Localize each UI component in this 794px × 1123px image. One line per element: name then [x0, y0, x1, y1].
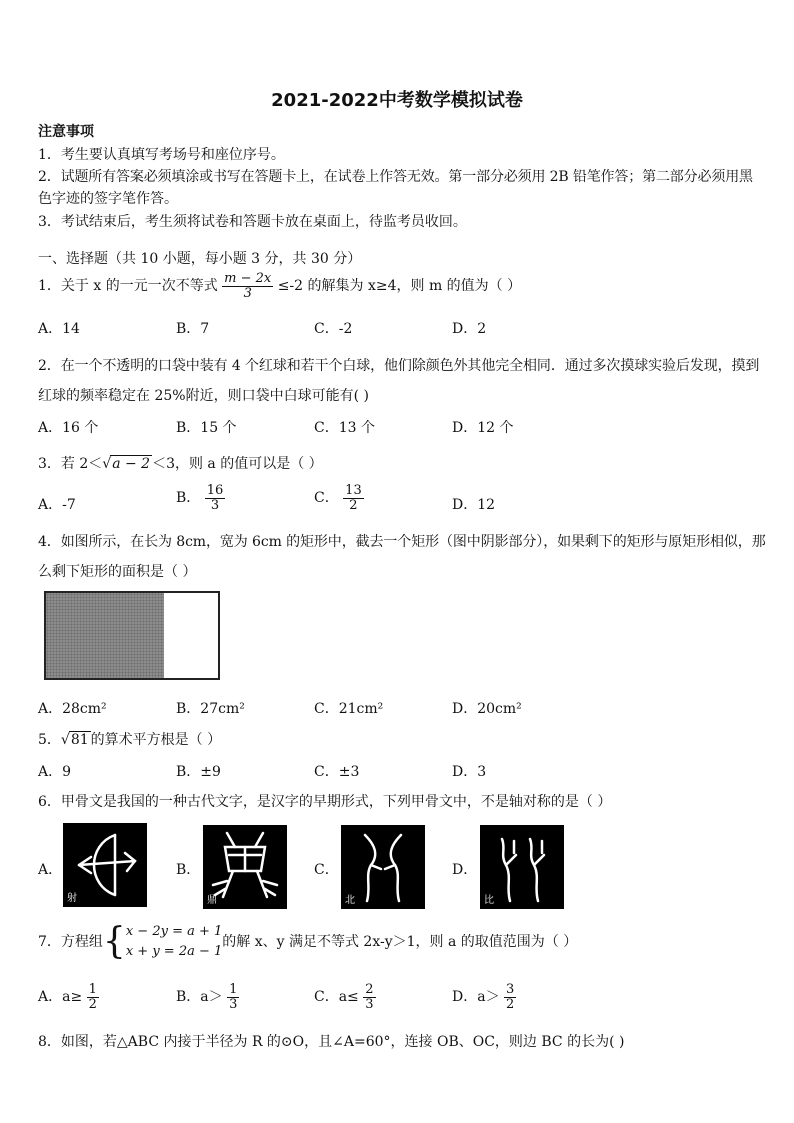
q7-option-a-label: A．a≥	[38, 989, 83, 1006]
q7-option-c-numerator: 2	[365, 982, 374, 997]
q1-option-b: B．7	[176, 321, 210, 337]
sqrt-symbol: √	[60, 732, 70, 748]
notice-item: 3．考试结束后，考生须将试卷和答题卡放在桌面上，待监考员收回。	[38, 214, 467, 230]
q7-option-b-denominator: 3	[229, 996, 238, 1012]
oracle-bone-ding-image	[203, 825, 287, 909]
q6-option-c-label: C．	[314, 862, 339, 878]
q7-option-d-denominator: 2	[506, 996, 515, 1012]
q3-option-c	[314, 484, 364, 512]
q3-radicand: a − 2	[112, 456, 151, 472]
q5-option-a: A．9	[38, 764, 72, 780]
q2-stem-line2: 红球的频率稳定在 25%附近，则口袋中白球可能有( )	[38, 388, 369, 404]
q7-option-b-fraction	[227, 983, 239, 1011]
left-brace-icon: {	[102, 921, 126, 962]
q7-option-b-label: B．a＞	[176, 989, 223, 1006]
q3-stem-post: ＜3，则 a 的值可以是（ ）	[152, 456, 323, 472]
q1-numerator: m − 2x	[224, 271, 272, 286]
q2-option-d: D．12 个	[452, 420, 514, 436]
q5-radicand: 81	[70, 732, 89, 748]
q3-option-c-numerator: 13	[345, 483, 362, 498]
q4-option-c: C．21cm²	[314, 701, 384, 717]
q7-option-a-numerator: 1	[88, 982, 97, 997]
q4-option-a: A．28cm²	[38, 701, 107, 717]
q7-equation-system	[126, 922, 222, 962]
q2-option-b: B．15 个	[176, 420, 237, 436]
q1-fraction	[222, 272, 273, 300]
q4-option-b: B．27cm²	[176, 701, 245, 717]
shaded-rectangle	[44, 591, 166, 680]
q2-stem-line1: 2．在一个不透明的口袋中装有 4 个红球和若干个白球，他们除颜色外其他完全相同．通过多次摸球实验后发现，摸到	[38, 358, 760, 374]
q7-option-b	[176, 983, 239, 1011]
q3-option-b	[176, 484, 225, 512]
q1-option-d: D．2	[452, 321, 487, 337]
q6-stem: 6．甲骨文是我国的一种古代文字，是汉字的早期形式，下列甲骨文中，不是轴对称的是（ ）	[38, 794, 612, 810]
q7-option-d	[452, 983, 516, 1011]
q3-option-c-label: C．	[314, 490, 339, 507]
q5-stem-pre: 5．	[38, 732, 61, 748]
oracle-caption: 鼎	[207, 895, 217, 906]
q3-option-c-fraction	[343, 484, 364, 512]
q5-option-b: B．±9	[176, 764, 221, 780]
q3-option-b-fraction	[205, 484, 226, 512]
oracle-caption: 北	[345, 895, 355, 906]
q3-option-b-denominator: 3	[210, 497, 220, 513]
q7-option-a-fraction	[87, 983, 99, 1011]
q3-option-a: A．-7	[38, 497, 76, 513]
q7-option-a-denominator: 2	[88, 996, 97, 1012]
remaining-rectangle	[164, 591, 220, 680]
q3-option-b-label: B．	[176, 490, 201, 507]
q7-option-c	[314, 983, 376, 1011]
q5-stem-post: 的算术平方根是（ ）	[90, 732, 222, 748]
notice-item: 1．考生要认真填写考场号和座位序号。	[38, 147, 285, 163]
q7-option-d-label: D．a＞	[452, 989, 500, 1006]
notice-item: 2．试题所有答案必须填涂或书写在答题卡上，在试卷上作答无效。第一部分必须用 2B 铅笔作答；第二部分必须用黑	[38, 169, 753, 185]
question-7	[38, 922, 577, 962]
question-1	[38, 272, 521, 300]
q3-stem-pre: 3．若 2＜	[38, 456, 103, 472]
q2-option-a: A．16 个	[38, 420, 99, 436]
oracle-bone-she-image	[63, 823, 147, 907]
q5-option-c: C．±3	[314, 764, 360, 780]
q5-option-d: D．3	[452, 764, 487, 780]
q7-option-b-numerator: 1	[229, 982, 238, 997]
q7-equation-1: x − 2y = a + 1	[125, 924, 223, 939]
q7-option-c-fraction	[363, 983, 375, 1011]
q6-option-a-label: A．	[38, 862, 63, 878]
q4-stem-line1: 4．如图所示，在长为 8cm，宽为 6cm 的矩形中，截去一个矩形（图中阴影部分），如果剩下的矩形与原矩形相似，那	[38, 534, 766, 550]
q1-stem-post: ≤-2 的解集为 x≥4，则 m 的值为（ ）	[277, 278, 522, 295]
q1-denominator: 3	[243, 285, 252, 301]
oracle-bone-bei-image	[341, 825, 425, 909]
q3-option-d: D．12	[452, 497, 496, 513]
q4-stem-line2: 么剩下矩形的面积是（ ）	[38, 564, 197, 580]
sqrt-symbol: √	[102, 456, 112, 472]
oracle-caption: 射	[67, 893, 77, 904]
question-5	[38, 729, 221, 749]
q7-stem-post: 的解 x、y 满足不等式 2x-y＞1，则 a 的取值范围为（ ）	[222, 934, 578, 950]
q7-stem-pre: 7．方程组	[38, 934, 103, 950]
oracle-caption: 比	[484, 895, 494, 906]
oracle-bone-bi-image	[480, 825, 564, 909]
q8-stem: 8．如图，若△ABC 内接于半径为 R 的⊙O，且∠A=60°，连接 OB、OC，则边 BC 的长为( )	[38, 1034, 625, 1050]
q7-equation-2: x + y = 2a − 1	[125, 944, 223, 959]
page-title: 2021-2022中考数学模拟试卷	[271, 90, 523, 111]
q3-option-b-numerator: 16	[206, 483, 224, 498]
q2-option-c: C．13 个	[314, 420, 375, 436]
section-heading: 一、选择题（共 10 小题，每小题 3 分，共 30 分）	[38, 251, 362, 267]
q3-option-c-denominator: 2	[349, 497, 358, 513]
q7-option-a	[38, 983, 99, 1011]
notice-item: 色字迹的签字笔作答。	[38, 191, 178, 207]
q7-option-d-numerator: 3	[506, 982, 515, 997]
question-3	[38, 453, 323, 473]
q6-option-b-label: B．	[176, 862, 201, 878]
q1-option-c: C．-2	[314, 321, 353, 337]
q1-stem-pre: 1．关于 x 的一元一次不等式	[38, 278, 218, 295]
q4-option-d: D．20cm²	[452, 701, 522, 717]
q7-option-c-label: C．a≤	[314, 989, 359, 1006]
q1-option-a: A．14	[38, 321, 80, 337]
q7-option-d-fraction	[504, 983, 516, 1011]
q7-option-c-denominator: 3	[365, 996, 374, 1012]
q6-option-d-label: D．	[452, 862, 478, 878]
notice-heading: 注意事项	[38, 124, 94, 140]
